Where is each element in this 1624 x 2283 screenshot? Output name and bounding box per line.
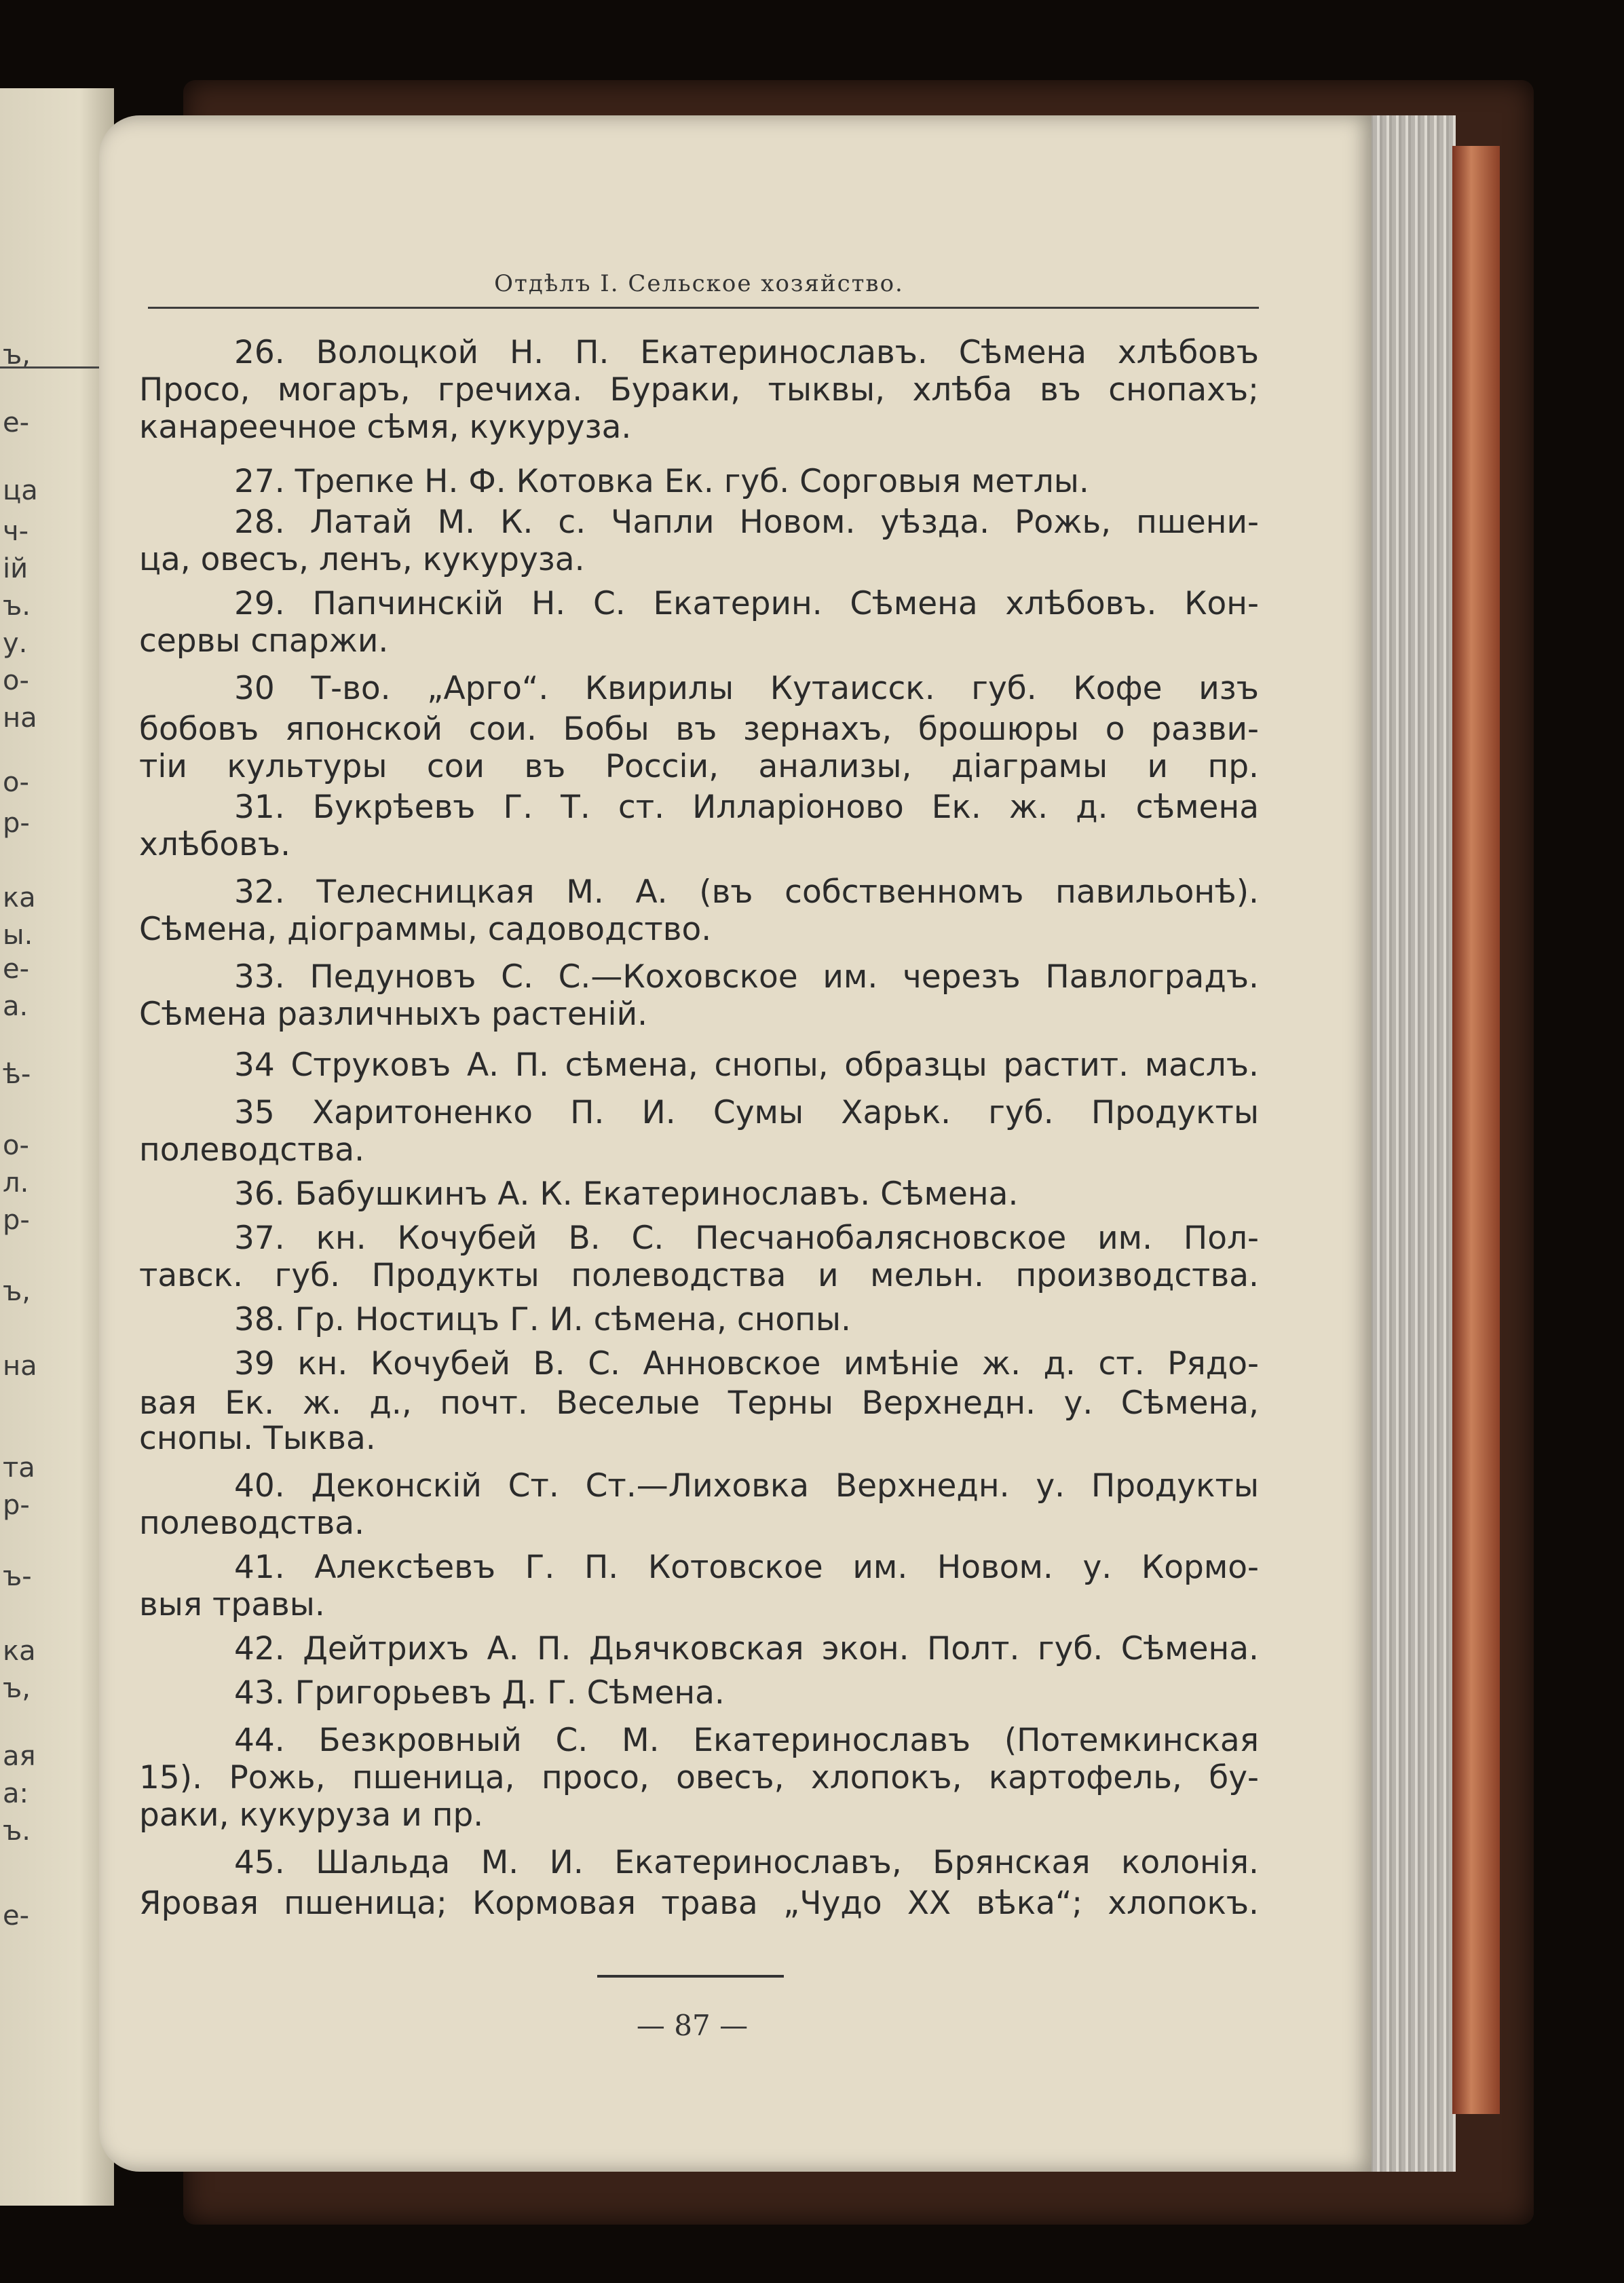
left-page-fragment: а: (3, 1778, 29, 1809)
left-page-fragment: ъ, (3, 339, 31, 371)
entry-line: бобовъ японской сои. Бобы въ зернахъ, брошюры о разви- (139, 711, 1259, 748)
entry-line: полеводства. (139, 1131, 365, 1169)
entry-line: 38. Гр. Ностицъ Г. И. сѣмена, снопы. (234, 1301, 851, 1338)
entry-line: тіи культуры сои въ Россіи, анализы, діаграмы и пр. (139, 748, 1259, 785)
entry-line: снопы. Тыква. (139, 1420, 376, 1457)
entry-line: 35 Харитоненко П. И. Сумы Харьк. губ. Продукты (234, 1094, 1259, 1131)
entry-line: 31. Букрѣевъ Г. Т. ст. Илларіоново Ек. ж. д. сѣмена (234, 789, 1259, 826)
running-header: Отдѣлъ I. Сельское хозяйство. (494, 270, 904, 297)
left-page-fragment: о- (3, 665, 29, 696)
entry-line: 34 Струковъ А. П. сѣмена, снопы, образцы растит. маслъ. (234, 1046, 1259, 1084)
entry-line: ца, овесъ, ленъ, кукуруза. (139, 541, 585, 578)
entry-line: 40. Деконскій Ст. Ст.—Лиховка Верхнедн. у. Продукты (234, 1467, 1259, 1505)
entry-line: 30 Т-во. „Арго“. Квирилы Кутаисск. губ. Кофе изъ (234, 670, 1259, 707)
entry-line: 44. Безкровный С. М. Екатеринославъ (Потемкинская (234, 1722, 1259, 1759)
entry-line: полеводства. (139, 1505, 365, 1542)
footer-rule (597, 1975, 784, 1978)
left-page-fragment: ца (3, 475, 38, 506)
left-page-fragment: а. (3, 991, 29, 1022)
entry-line: 29. Папчинскій Н. С. Екатерин. Сѣмена хлѣбовъ. Кон- (234, 585, 1259, 622)
entry-line: 45. Шальда М. И. Екатеринославъ, Брянская колонія. (234, 1844, 1259, 1881)
entry-line: 26. Волоцкой Н. П. Екатеринославъ. Сѣмена хлѣбовъ (234, 334, 1259, 371)
left-page-fragment: ѣ- (3, 1059, 31, 1090)
entry-line: 43. Григорьевъ Д. Г. Сѣмена. (234, 1674, 725, 1712)
left-page-fragment: у. (3, 628, 28, 659)
entry-line: 42. Дейтрихъ А. П. Дьячковская экон. Полт. губ. Сѣмена. (234, 1630, 1259, 1667)
entry-line: 41. Алексѣевъ Г. П. Котовское им. Новом. у. Кормо- (234, 1549, 1259, 1586)
entry-line: выя травы. (139, 1586, 325, 1623)
page-number: — 87 — (636, 2009, 749, 2042)
left-page-fragment: ы. (3, 920, 33, 951)
entry-line: 33. Педуновъ С. С.—Коховское им. черезъ Павлоградъ. (234, 958, 1259, 996)
left-page-fragment: ъ, (3, 1673, 31, 1704)
left-page-fragment: р- (3, 808, 30, 839)
left-page-fragment: е- (3, 1900, 30, 1931)
entry-line: хлѣбовъ. (139, 826, 291, 863)
left-page-fragment: та (3, 1452, 35, 1484)
left-page-fragment: р- (3, 1490, 30, 1521)
left-page-fragment: о- (3, 1130, 29, 1161)
entry-line: Просо, могаръ, гречиха. Бураки, тыквы, хлѣба въ снопахъ; (139, 371, 1259, 409)
entry-line: Сѣмена различныхъ растеній. (139, 996, 648, 1033)
left-page-fragment: ъ. (3, 1815, 31, 1847)
entry-line: Яровая пшеница; Кормовая трава „Чудо XX вѣка“; хлопокъ. (139, 1885, 1259, 1922)
entry-line: 39 кн. Кочубей В. С. Анновское имѣніе ж. д. ст. Рядо- (234, 1345, 1259, 1382)
left-page-fragment: л. (3, 1167, 29, 1199)
left-page-fragment: р- (3, 1205, 30, 1236)
entry-line: канареечное сѣмя, кукуруза. (139, 409, 632, 446)
entry-line: тавск. губ. Продукты полеводства и мельн. производства. (139, 1257, 1259, 1294)
left-page-fragment: ій (3, 553, 29, 584)
entry-line: вая Ек. ж. д., почт. Веселые Терны Верхнедн. у. Сѣмена, (139, 1384, 1259, 1422)
entry-line: Сѣмена, діограммы, садоводство. (139, 911, 712, 948)
left-page-fragment: ка (3, 1636, 36, 1667)
entry-line: 27. Трепке Н. Ф. Котовка Ек. губ. Сорговыя метлы. (234, 463, 1089, 500)
entry-line: сервы спаржи. (139, 622, 389, 660)
left-page-fragment: ч- (3, 516, 29, 547)
left-page-fragment: ъ. (3, 590, 31, 622)
entry-line: 28. Латай М. К. с. Чапли Новом. уѣзда. Рожь, пшени- (234, 504, 1259, 541)
left-page-fragment: ка (3, 882, 36, 913)
left-page-fragment: на (3, 1351, 37, 1382)
entry-line: 15). Рожь, пшеница, просо, овесъ, хлопокъ, картофель, бу- (139, 1759, 1259, 1796)
entry-line: раки, кукуруза и пр. (139, 1796, 484, 1834)
left-page-fragment: ая (3, 1741, 36, 1772)
entry-line: 36. Бабушкинъ А. К. Екатеринославъ. Сѣмена. (234, 1175, 1019, 1213)
entry-line: 37. кн. Кочубей В. С. Песчанобалясновское им. Пол- (234, 1220, 1259, 1257)
left-page-fragment: е- (3, 954, 30, 985)
left-page-fragment: ъ, (3, 1276, 31, 1307)
left-page-fragment: о- (3, 767, 29, 798)
left-page-fragment: е- (3, 407, 30, 438)
entry-line: 32. Телесницкая М. А. (въ собственномъ павильонѣ). (234, 873, 1259, 911)
left-page-fragment: на (3, 702, 37, 734)
left-page-fragment: ъ- (3, 1561, 32, 1592)
